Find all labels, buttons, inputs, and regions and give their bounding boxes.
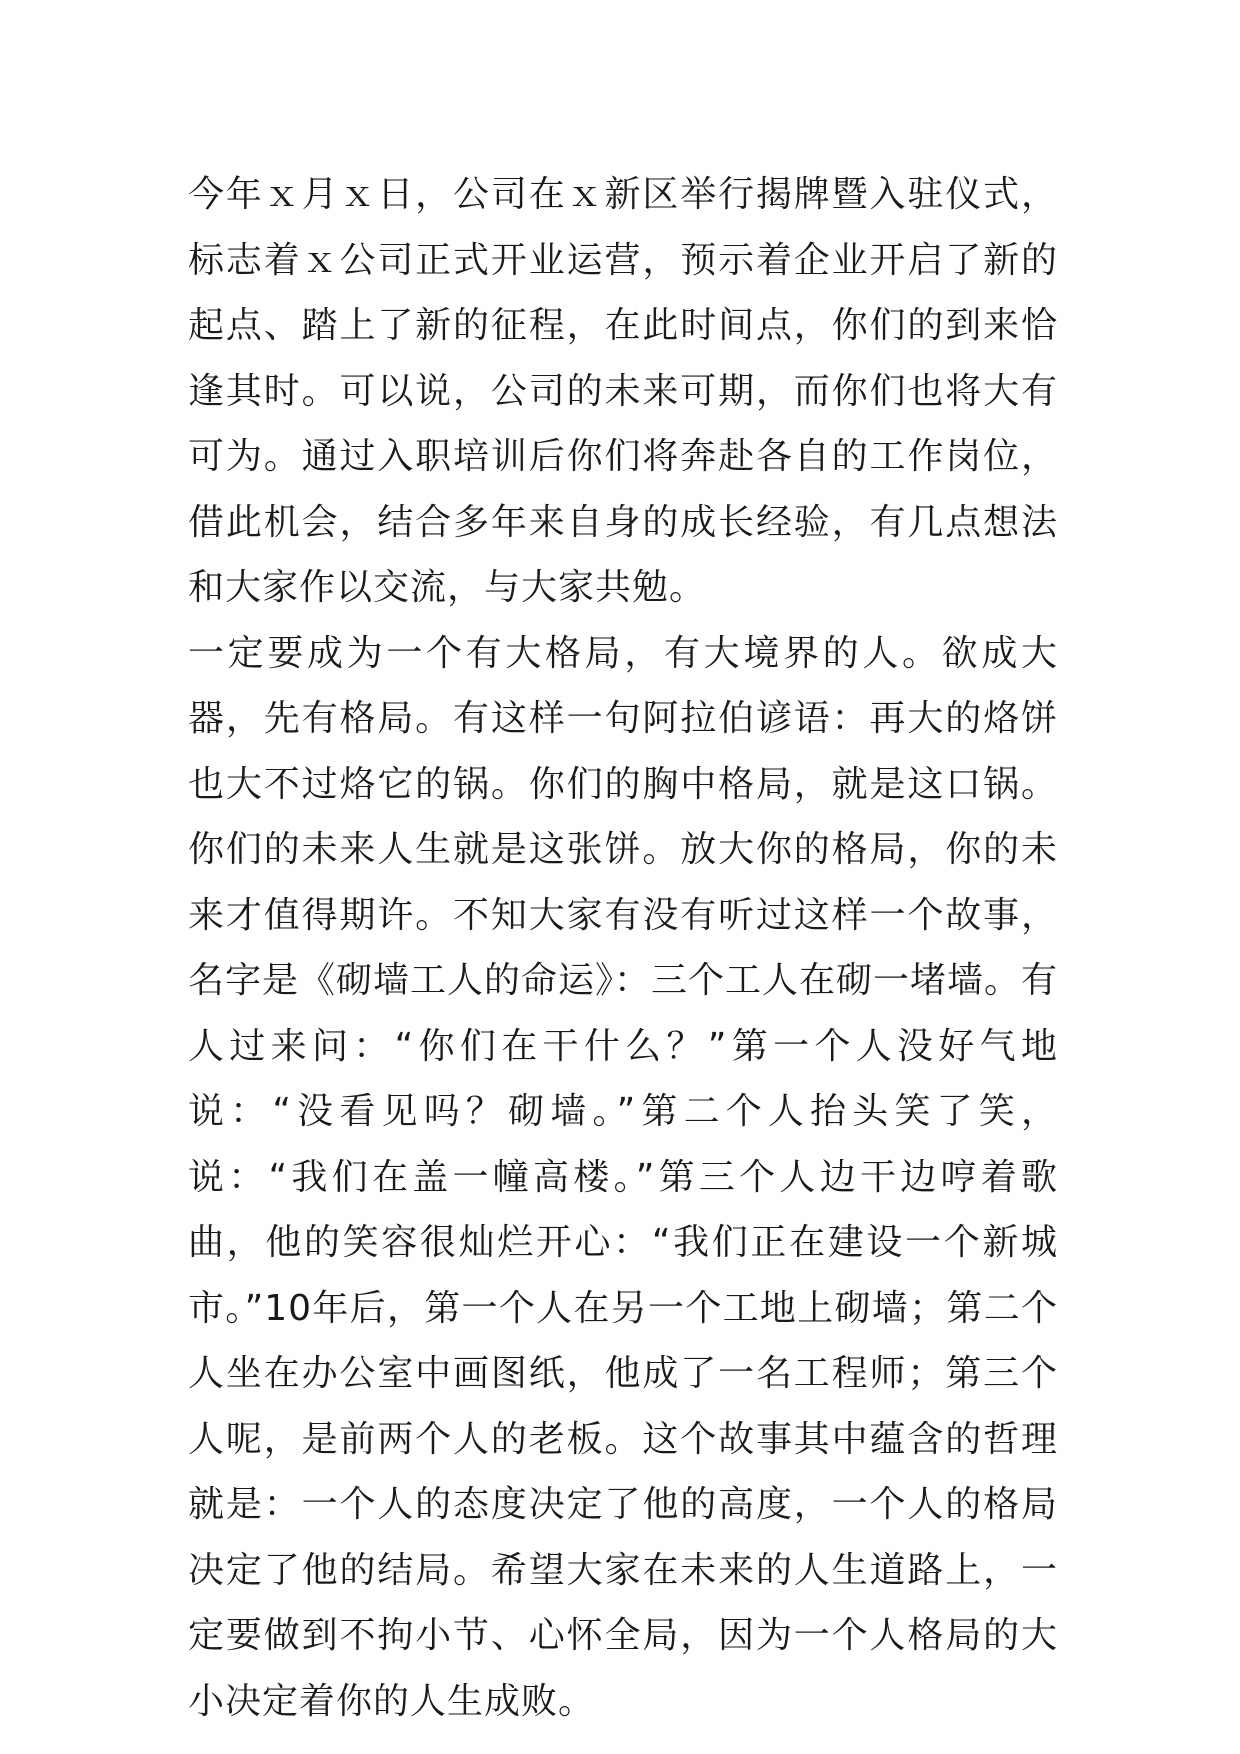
document-body bbox=[188, 162, 1058, 1734]
paragraph-pattern-story: 一定要成为一个有大格局，有大境界的人。欲成大器，先有格局。有这样一句阿拉伯谚语：再大的烙饼也大不过烙它的锅。你们的胸中格局，就是这口锅。你们的未来人生就是这张饼。放大你的格局，你的未来才值得期许。不知大家有没有听过这样一个故事，名字是《砌墙工人的命运》：三个工人在砌一堵墙。有人过来问：“你们在干什么？”第一个人没好气地说：“没看见吗？砌墙。”第二个人抬头笑了笑，说：“我们在盖一幢高楼。”第三个人边干边哼着歌曲，他的笑容很灿烂开心：“我们正在建设一个新城市。”10年后，第一个人在另一个工地上砌墙；第二个人坐在办公室中画图纸，他成了一名工程师；第三个人呢，是前两个人的老板。这个故事其中蕴含的哲理就是：一个人的态度决定了他的高度，一个人的格局决定了他的结局。希望大家在未来的人生道路上，一定要做到不拘小节、心怀全局，因为一个人格局的大小决定着你的人生成败。 bbox=[188, 632, 1059, 1722]
paragraph-opening: 今年ｘ月ｘ日，公司在ｘ新区举行揭牌暨入驻仪式，标志着ｘ公司正式开业运营，预示着企业开启了新的起点、踏上了新的征程，在此时间点，你们的到来恰逢其时。可以说，公司的未来可期，而你们也将大有可为。通过入职培训后你们将奔赴各自的工作岗位，借此机会，结合多年来自身的成长经验，有几点想法和大家作以交流，与大家共勉。 bbox=[188, 174, 1058, 608]
